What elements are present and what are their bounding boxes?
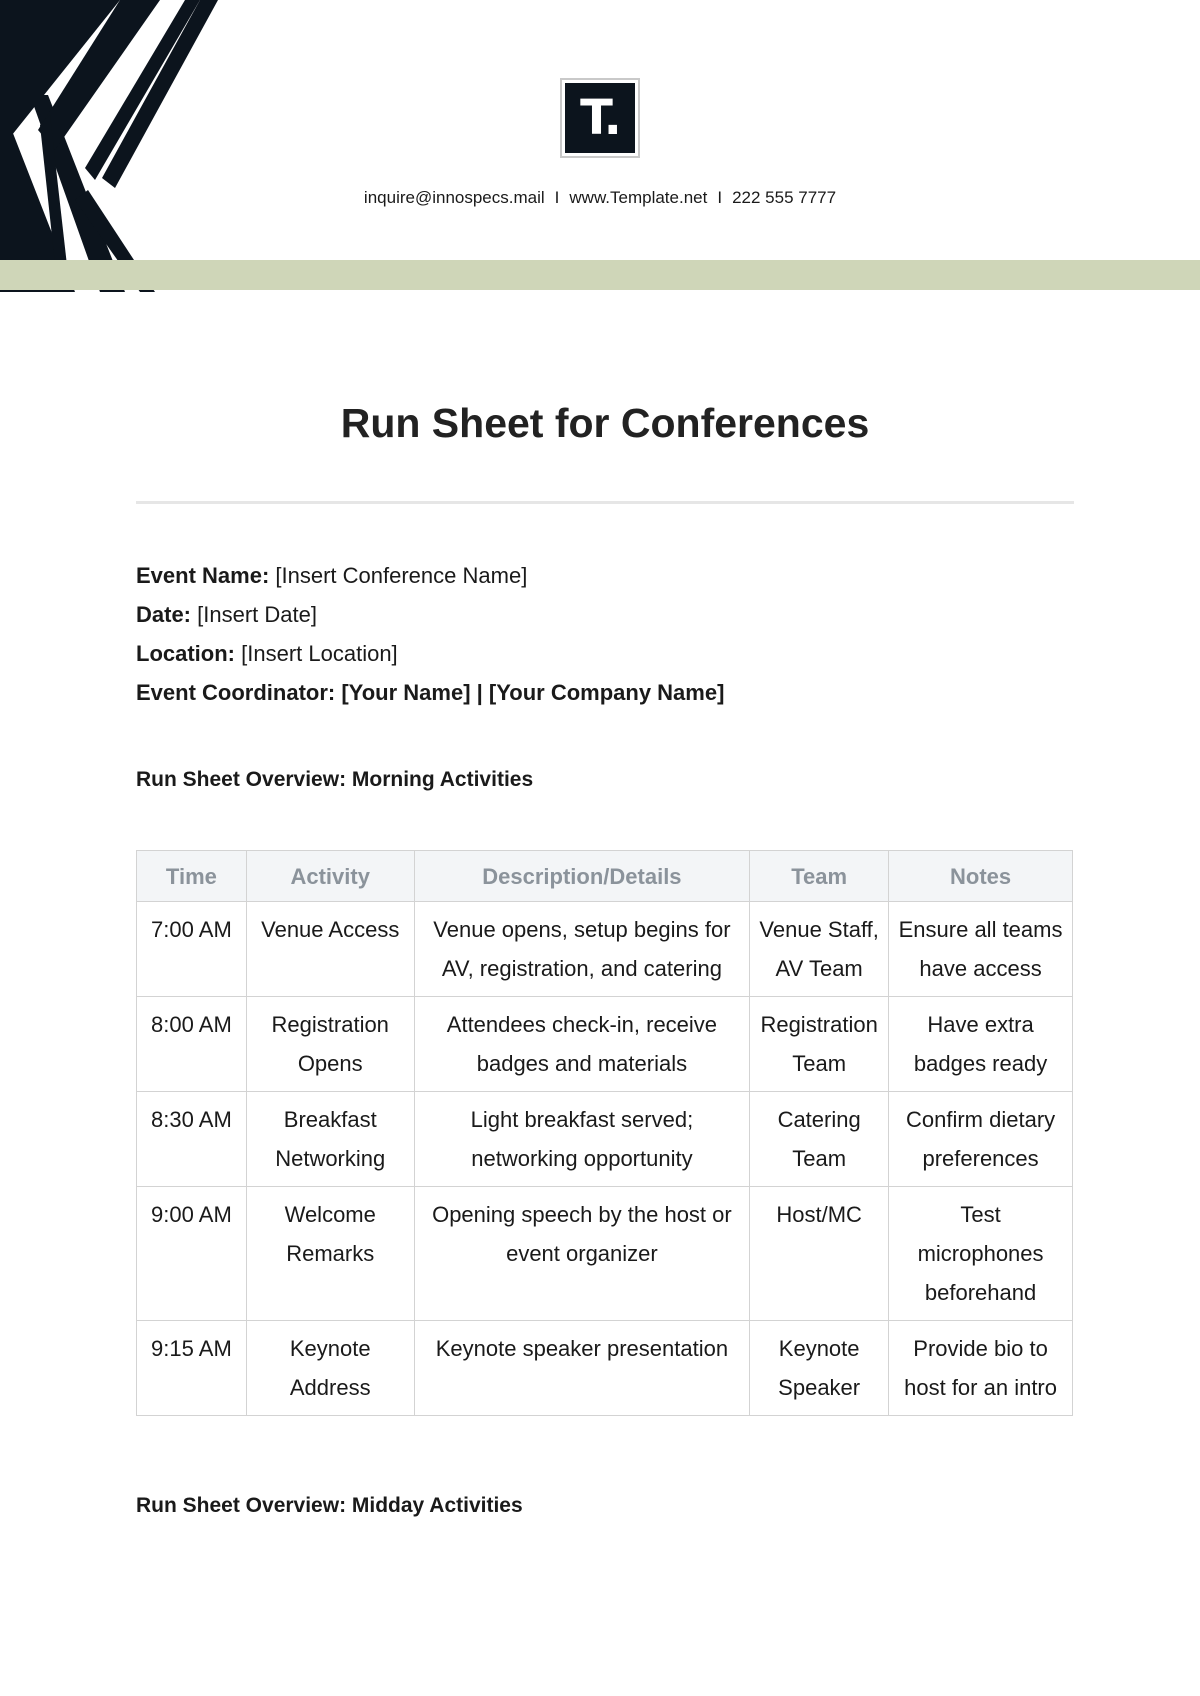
company-logo <box>560 78 640 158</box>
event-name-row <box>136 556 724 595</box>
contact-phone: 222 555 7777 <box>732 188 837 207</box>
date-row <box>136 595 724 634</box>
cell-notes: Confirm dietary preferences <box>889 1092 1073 1187</box>
contact-separator: I <box>717 188 723 207</box>
table-header-row <box>137 851 1073 902</box>
coordinator-value: [Your Name] | [Your Company Name] <box>341 680 725 705</box>
coordinator-row <box>136 673 724 712</box>
cell-time: 8:00 AM <box>137 997 247 1092</box>
event-name-value: [Insert Conference Name] <box>275 563 528 588</box>
contact-separator: I <box>554 188 560 207</box>
cell-time: 9:00 AM <box>137 1187 247 1321</box>
event-name-label: Event Name: <box>136 563 270 588</box>
contact-line <box>0 188 1200 208</box>
cell-description: Venue opens, setup begins for AV, registration, and catering <box>414 902 750 997</box>
midday-section-heading: Run Sheet Overview: Midday Activities <box>136 1494 523 1517</box>
cell-time: 7:00 AM <box>137 902 247 997</box>
cell-team: Keynote Speaker <box>750 1321 889 1416</box>
location-value: [Insert Location] <box>241 641 398 666</box>
column-header-time: Time <box>137 851 247 902</box>
cell-team: Registration Team <box>750 997 889 1092</box>
column-header-notes: Notes <box>889 851 1073 902</box>
column-header-description: Description/Details <box>414 851 750 902</box>
table-row <box>137 997 1073 1092</box>
morning-run-sheet-table <box>136 850 1073 1416</box>
cell-notes: Test microphones beforehand <box>889 1187 1073 1321</box>
cell-team: Venue Staff, AV Team <box>750 902 889 997</box>
cell-team: Catering Team <box>750 1092 889 1187</box>
date-label: Date: <box>136 602 192 627</box>
cell-activity: Keynote Address <box>246 1321 414 1416</box>
cell-notes: Have extra badges ready <box>889 997 1073 1092</box>
cell-description: Opening speech by the host or event organizer <box>414 1187 750 1321</box>
cell-activity: Registration Opens <box>246 997 414 1092</box>
cell-notes: Provide bio to host for an intro <box>889 1321 1073 1416</box>
page-title: Run Sheet for Conferences <box>340 400 870 446</box>
logo-mark: T. <box>565 83 635 153</box>
table-row <box>137 902 1073 997</box>
corner-stripes-decoration <box>0 0 240 292</box>
cell-activity: Breakfast Networking <box>246 1092 414 1187</box>
contact-website: www.Template.net <box>569 188 708 207</box>
location-row <box>136 634 724 673</box>
coordinator-label: Event Coordinator: <box>136 680 336 705</box>
title-divider <box>136 501 1074 504</box>
column-header-team: Team <box>750 851 889 902</box>
cell-description: Keynote speaker presentation <box>414 1321 750 1416</box>
event-details <box>136 556 724 712</box>
header-accent-band <box>0 260 1200 290</box>
cell-time: 9:15 AM <box>137 1321 247 1416</box>
cell-time: 8:30 AM <box>137 1092 247 1187</box>
table-row <box>137 1187 1073 1321</box>
morning-section-heading: Run Sheet Overview: Morning Activities <box>136 768 534 791</box>
table-row <box>137 1092 1073 1187</box>
date-value: [Insert Date] <box>197 602 317 627</box>
location-label: Location: <box>136 641 235 666</box>
cell-description: Light breakfast served; networking opportunity <box>414 1092 750 1187</box>
cell-activity: Welcome Remarks <box>246 1187 414 1321</box>
cell-description: Attendees check-in, receive badges and materials <box>414 997 750 1092</box>
contact-email: inquire@innospecs.mail <box>363 188 545 207</box>
table-row <box>137 1321 1073 1416</box>
column-header-activity: Activity <box>246 851 414 902</box>
cell-activity: Venue Access <box>246 902 414 997</box>
cell-team: Host/MC <box>750 1187 889 1321</box>
cell-notes: Ensure all teams have access <box>889 902 1073 997</box>
